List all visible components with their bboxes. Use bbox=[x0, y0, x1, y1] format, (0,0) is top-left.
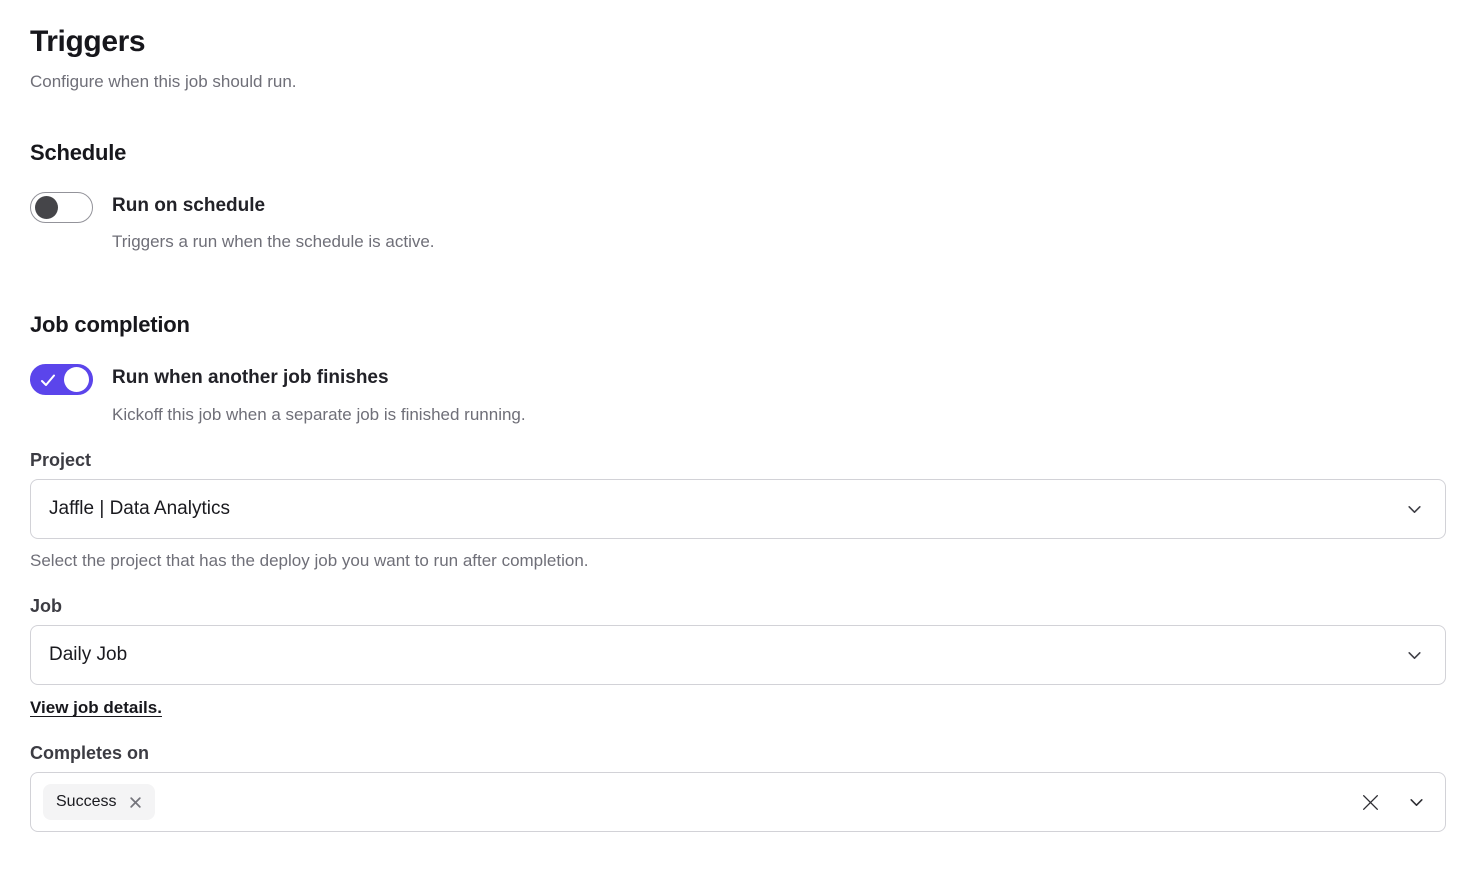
run-on-schedule-description: Triggers a run when the schedule is active. bbox=[112, 232, 435, 252]
chevron-down-icon[interactable] bbox=[1406, 647, 1423, 664]
check-icon bbox=[40, 373, 56, 388]
tag-remove-x-icon[interactable] bbox=[129, 796, 142, 809]
run-when-job-finishes-row bbox=[30, 364, 1446, 425]
completes-on-multiselect[interactable] bbox=[30, 772, 1446, 832]
chevron-down-icon[interactable] bbox=[1408, 794, 1425, 811]
run-when-job-finishes-toggle[interactable] bbox=[30, 364, 93, 395]
schedule-heading: Schedule bbox=[30, 139, 127, 165]
run-on-schedule-text bbox=[112, 192, 435, 253]
project-field bbox=[30, 450, 1446, 571]
project-select[interactable] bbox=[30, 479, 1446, 539]
tag-label: Success bbox=[56, 793, 117, 811]
project-helper-text: Select the project that has the deploy job you want to run after completion. bbox=[30, 551, 589, 571]
multiselect-controls bbox=[1360, 792, 1425, 813]
run-when-job-finishes-label: Run when another job finishes bbox=[112, 367, 389, 389]
clear-selection-x-icon[interactable] bbox=[1360, 792, 1381, 813]
completes-on-field bbox=[30, 743, 1446, 832]
selected-tag-success bbox=[43, 784, 155, 820]
completes-on-label: Completes on bbox=[30, 743, 150, 764]
toggle-knob bbox=[35, 196, 58, 219]
run-when-job-finishes-description: Kickoff this job when a separate job is finished running. bbox=[112, 405, 526, 425]
project-select-value: Jaffle | Data Analytics bbox=[49, 498, 230, 520]
run-on-schedule-row bbox=[30, 192, 1446, 253]
run-when-job-finishes-text bbox=[112, 364, 526, 425]
page-subtitle: Configure when this job should run. bbox=[30, 71, 297, 91]
job-completion-section bbox=[30, 312, 1446, 832]
run-on-schedule-label: Run on schedule bbox=[112, 194, 266, 216]
run-on-schedule-toggle[interactable] bbox=[30, 192, 93, 223]
toggle-knob bbox=[64, 367, 89, 392]
job-field bbox=[30, 596, 1446, 718]
view-job-details-link[interactable]: View job details. bbox=[30, 698, 162, 718]
job-label: Job bbox=[30, 596, 63, 617]
chevron-down-icon[interactable] bbox=[1406, 501, 1423, 518]
job-select[interactable] bbox=[30, 625, 1446, 685]
page-title: Triggers bbox=[30, 25, 146, 58]
project-label: Project bbox=[30, 450, 92, 471]
job-select-value: Daily Job bbox=[49, 644, 128, 666]
job-completion-heading: Job completion bbox=[30, 312, 190, 338]
schedule-section bbox=[30, 140, 1446, 253]
